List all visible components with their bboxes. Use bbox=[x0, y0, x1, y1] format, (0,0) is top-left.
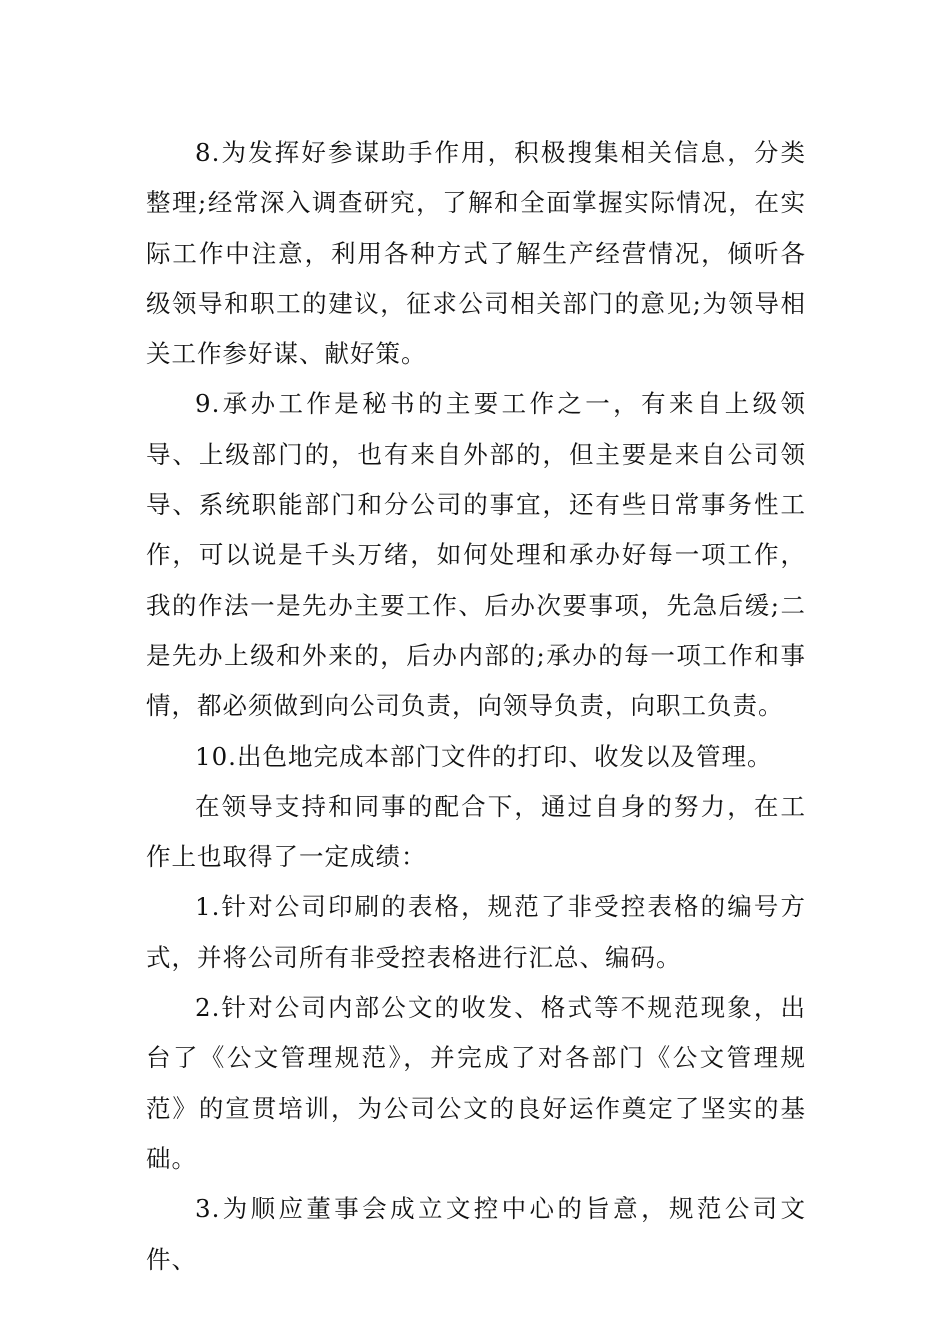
paragraph-item-8: 8.为发挥好参谋助手作用，积极搜集相关信息，分类整理;经常深入调查研究，了解和全面掌握实际情况，在实际工作中注意，利用各种方式了解生产经营情况，倾听各级领导和职工的建议，征求公司相关部门的意见;为领导相关工作参好谋、献好策。 bbox=[146, 138, 806, 369]
achievement-item-2: 2.针对公司内部公文的收发、格式等不规范现象，出台了《公文管理规范》，并完成了对各部门《公文管理规范》的宣贯培训，为公司公文的良好运作奠定了坚实的基础。 bbox=[146, 993, 806, 1173]
paragraph-item-10: 10.出色地完成本部门文件的打印、收发以及管理。 bbox=[195, 741, 773, 771]
paragraph-item-9: 9.承办工作是秘书的主要工作之一，有来自上级领导、上级部门的，也有来自外部的，但主要是来自公司领导、系统职能部门和分公司的事宜，还有些日常事务性工作，可以说是千头万绪，如何处理和承办好每一项工作，我的作法一是先办主要工作、后办次要事项，先急后缓;二是先办上级和外来的，后办内部的;承办的每一项工作和事情，都必须做到向公司负责，向领导负责，向职工负责。 bbox=[146, 389, 806, 721]
achievement-item-3: 3.为顺应董事会成立文控中心的旨意，规范公司文件、 bbox=[146, 1194, 806, 1274]
document-body bbox=[146, 128, 806, 1285]
achievement-item-1: 1.针对公司印刷的表格，规范了非受控表格的编号方式，并将公司所有非受控表格进行汇总、编码。 bbox=[146, 892, 806, 972]
achievements-intro-paragraph: 在领导支持和同事的配合下，通过自身的努力，在工作上也取得了一定成绩： bbox=[146, 791, 806, 872]
